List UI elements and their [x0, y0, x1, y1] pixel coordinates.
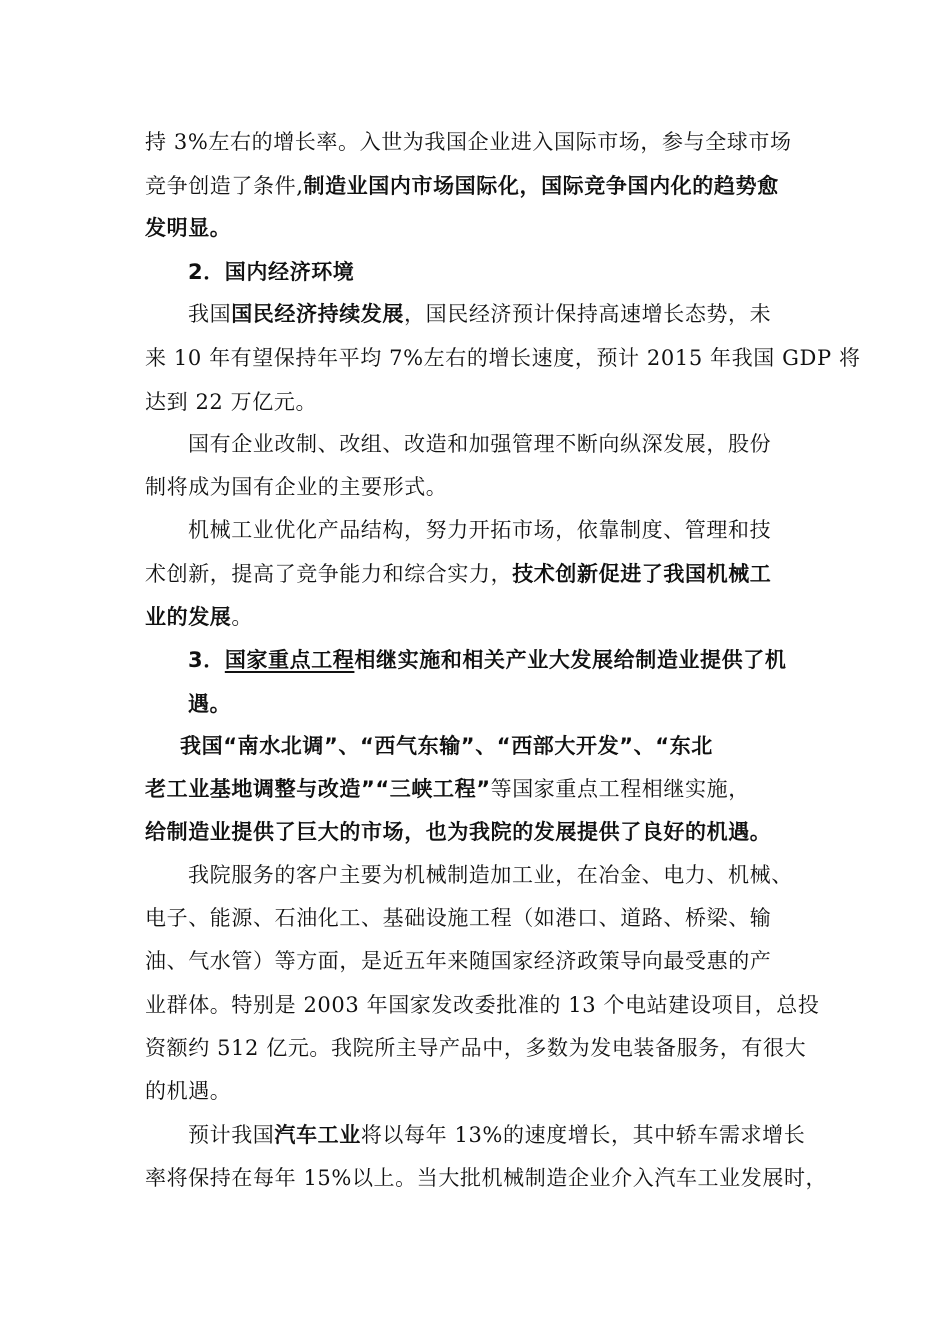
emphasis-text: 制造业国内市场国际化，国际竞争国内化的趋势愈 [303, 174, 779, 198]
paragraph-line [145, 602, 253, 632]
paragraph-line [188, 1120, 805, 1150]
heading-number: 3． [188, 648, 225, 672]
paragraph-line [145, 559, 771, 589]
paragraph-line: 油、气水管）等方面，是近五年来随国家经济政策导向最受惠的产 [145, 949, 772, 973]
underlined-term: 国家重点工程 [224, 648, 355, 672]
emphasis-text: 国民经济持续发展 [231, 302, 405, 326]
paragraph-line: 电子、能源、石油化工、基础设施工程（如港口、道路、桥梁、输 [145, 906, 772, 930]
text: ，国民经济预计保持高速增长态势，未 [404, 302, 772, 326]
text: 持 3%左右的增长率。入世为我国企业进入国际市场，参与全球市场 [145, 130, 792, 154]
paragraph-line: 机械工业优化产品结构，努力开拓市场，依靠制度、管理和技 [188, 518, 772, 542]
paragraph-line [145, 774, 750, 804]
section-heading-continued: 遇。 [188, 692, 232, 716]
paragraph-line: 国有企业改制、改组、改造和加强管理不断向纵深发展，股份 [188, 432, 772, 456]
paragraph-line [188, 299, 771, 329]
text: 。 [231, 605, 254, 629]
paragraph-line: 制将成为国有企业的主要形式。 [145, 475, 448, 499]
emphasis-text: 汽车工业 [274, 1123, 361, 1147]
paragraph-line: 来 10 年有望保持年平均 7%左右的增长速度，预计 2015 年我国 GDP 将 [145, 346, 861, 370]
text: 我国 [188, 302, 232, 326]
text: 预计我国 [188, 1123, 275, 1147]
emphasis-text: 技术创新促进了我国机械工 [512, 562, 772, 586]
paragraph-line: 业群体。特别是 2003 年国家发改委批准的 13 个电站建设项目，总投 [145, 993, 820, 1017]
text: 竞争创造了条件, [145, 174, 304, 198]
section-heading [188, 645, 786, 675]
emphasis-text: 老工业基地调整与改造”“三峡工程” [145, 777, 491, 801]
text: 等国家重点工程相继实施， [490, 777, 750, 801]
paragraph-line: 资额约 512 亿元。我院所主导产品中，多数为发电装备服务，有很大 [145, 1036, 807, 1060]
emphasis-text: 业的发展 [145, 605, 232, 629]
paragraph-line: 给制造业提供了巨大的市场，也为我院的发展提供了良好的机遇。 [145, 820, 772, 844]
emphasis-text: 发明显。 [145, 216, 232, 240]
paragraph-line: 我院服务的客户主要为机械制造加工业，在冶金、电力、机械、 [188, 863, 793, 887]
paragraph-line [145, 127, 792, 157]
paragraph-line: 率将保持在每年 15%以上。当大批机械制造企业介入汽车工业发展时， [145, 1166, 828, 1190]
heading-text: 相继实施和相关产业大发展给制造业提供了机 [354, 648, 787, 672]
paragraph-line [145, 171, 779, 201]
section-heading: 2．国内经济环境 [188, 260, 355, 284]
text: 术创新，提高了竞争能力和综合实力， [145, 562, 513, 586]
paragraph-line [145, 213, 231, 243]
paragraph-line: 我国“南水北调”、“西气东输”、“西部大开发”、“东北 [180, 734, 713, 758]
paragraph-line: 的机遇。 [145, 1079, 232, 1103]
paragraph-line: 达到 22 万亿元。 [145, 390, 318, 414]
text: 将以每年 13%的速度增长，其中轿车需求增长 [360, 1123, 806, 1147]
